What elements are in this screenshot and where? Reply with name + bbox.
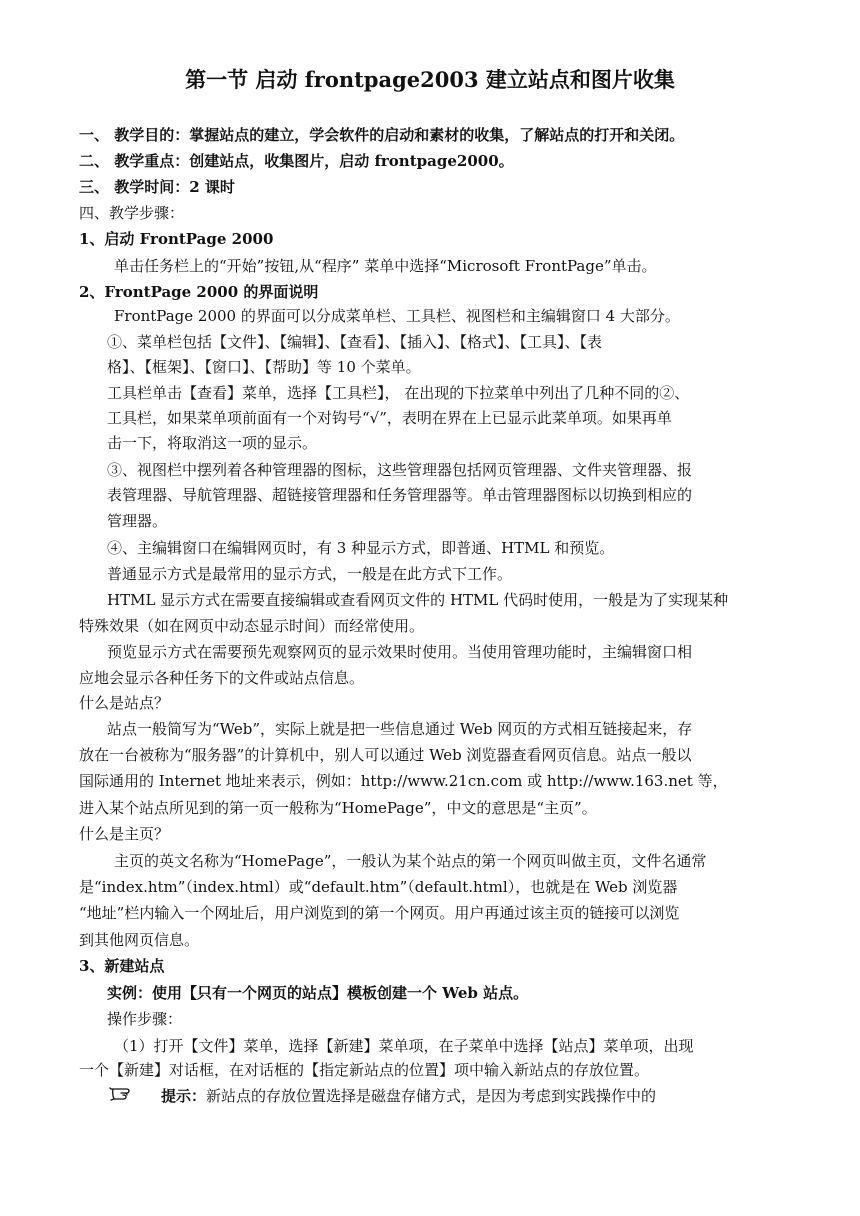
paragraph-line: 站点一般简写为“Web”，实际上就是把一些信息通过 Web 网页的方式相互链接起来，存 (107, 720, 693, 738)
paragraph-line: 单击任务栏上的“开始”按钮,从“程序” 菜单中选择“Microsoft FrontPage”单击。 (114, 257, 657, 275)
paragraph-line: HTML 显示方式在需要直接编辑或查看网页文件的 HTML 代码时使用，一般是为了实现某种 (107, 591, 729, 609)
paragraph-line: 管理器。 (107, 512, 168, 530)
paragraph-line: 是“index.htm”（index.html）或“default.htm”（default.html），也就是在 Web 浏览器 (79, 878, 678, 896)
paragraph-line: 到其他网页信息。 (79, 931, 200, 949)
paragraph-line: 格】、【框架】、【窗口】、【帮助】等 10 个菜单。 (107, 358, 421, 376)
section-2-heading: 2、FrontPage 2000 的界面说明 (79, 283, 319, 301)
paragraph-line: 表管理器、导航管理器、超链接管理器和任务管理器等。单击管理器图标以切换到相应的 (107, 486, 693, 504)
paragraph-line: 进入某个站点所见到的第一页一般称为“HomePage”，中文的意思是“主页”。 (79, 799, 597, 817)
paragraph-line: ③、视图栏中摆列着各种管理器的图标，这些管理器包括网页管理器、文件夹管理器、报 (107, 461, 693, 479)
paragraph-line: 普通显示方式是最常用的显示方式，一般是在此方式下工作。 (107, 565, 513, 583)
paragraph-line: 工具栏单击【查看】菜单，选择【工具栏】， 在出现的下拉菜单中列出了几种不同的②、 (107, 384, 690, 402)
page-title: 第一节 启动 frontpage2003 建立站点和图片收集 (185, 67, 675, 92)
question-heading: 什么是主页？ (79, 825, 170, 843)
paragraph-line: 应地会显示各种任务下的文件或站点信息。 (79, 669, 365, 687)
hint-line (161, 1086, 656, 1106)
paragraph-line: 特殊效果（如在网页中动态显示时间）而经常使用。 (79, 617, 425, 635)
objective-line: 一、 教学目的：掌握站点的建立，学会软件的启动和素材的收集，了解站点的打开和关闭。 (79, 126, 685, 144)
paragraph-line: （1）打开【文件】菜单，选择【新建】菜单项，在子菜单中选择【站点】菜单项，出现 (114, 1037, 694, 1055)
paragraph-line: ①、菜单栏包括【文件】、【编辑】、【查看】、【插入】、【格式】、【工具】、【表 (107, 333, 603, 351)
steps-label: 操作步骤： (107, 1010, 183, 1028)
paragraph-line: ④、主编辑窗口在编辑网页时，有 3 种显示方式，即普通、HTML 和预览。 (107, 539, 615, 557)
pointing-hand-icon (109, 1081, 139, 1105)
paragraph-line: 预览显示方式在需要预先观察网页的显示效果时使用。当使用管理功能时，主编辑窗口相 (107, 643, 693, 661)
section-1-heading: 1、启动 FrontPage 2000 (79, 230, 274, 248)
section-3-heading: 3、新建站点 (79, 957, 165, 975)
example-line: 实例：使用【只有一个网页的站点】模板创建一个 Web 站点。 (107, 984, 529, 1002)
key-points-line: 二、 教学重点：创建站点，收集图片，启动 frontpage2000。 (79, 152, 514, 170)
paragraph-line: 主页的英文名称为“HomePage”，一般认为某个站点的第一个网页叫做主页，文件名通常 (114, 852, 707, 870)
paragraph-line: 国际通用的 Internet 地址来表示，例如：http://www.21cn.com 或 http://www.163.net 等， (79, 772, 728, 790)
paragraph-line: “地址”栏内输入一个网址后，用户浏览到的第一个网页。用户再通过该主页的链接可以浏览 (79, 904, 680, 922)
steps-heading: 四、教学步骤： (79, 204, 185, 222)
paragraph-line: 击一下，将取消这一项的显示。 (107, 434, 318, 452)
teaching-time-line: 三、 教学时间：2 课时 (79, 178, 235, 196)
paragraph-line: 放在一台被称为“服务器”的计算机中，别人可以通过 Web 浏览器查看网页信息。站点一般以 (79, 746, 692, 764)
question-heading: 什么是站点？ (79, 694, 170, 712)
hint-label: 提示： (161, 1087, 207, 1105)
paragraph-line: 工具栏，如果菜单项前面有一个对钩号“√”，表明在界在上已显示此菜单项。如果再单 (107, 409, 672, 427)
hint-text: 新站点的存放位置选择是磁盘存储方式，是因为考虑到实践操作中的 (206, 1087, 657, 1105)
paragraph-line: 一个【新建】对话框，在对话框的【指定新站点的位置】项中输入新站点的存放位置。 (79, 1061, 650, 1079)
paragraph-line: FrontPage 2000 的界面可以分成菜单栏、工具栏、视图栏和主编辑窗口 4 大部分。 (114, 307, 680, 325)
